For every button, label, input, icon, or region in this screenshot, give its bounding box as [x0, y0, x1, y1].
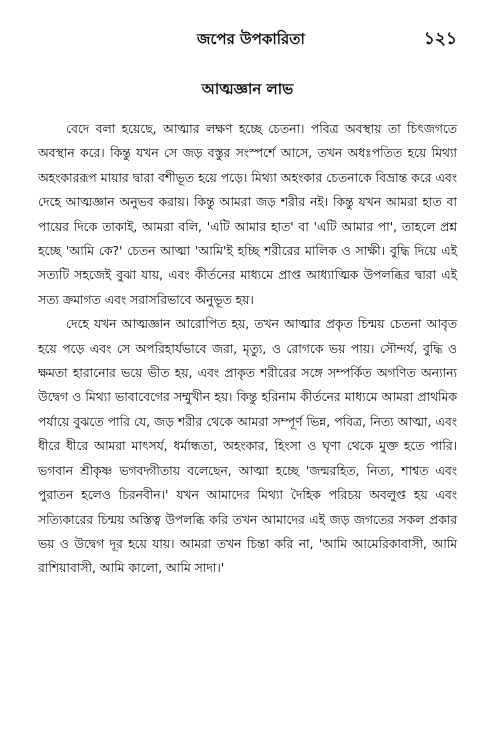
- running-title: জপের উপকারিতা: [196, 30, 305, 48]
- paragraph-1: বেদে বলা হয়েছে, আত্মার লক্ষণ হচ্ছে চেতনা। পবিত্র অবস্থায় তা চিৎজগতে অবস্থান করে। কিন্তু যখন সে জড় বস্তুর সংস্পর্শে আসে, তখন অধঃপতিত হয়ে মিথ্যা অহংকাররূপ মায়ার দ্বারা বশীভূত হয়ে পড়ে। মিথ্যা অহংকার চেতনাকে বিভ্রান্ত করে এবং দেহে আত্মজ্ঞান অনুভব করায়। কিন্তু আমরা জড় শরীর নই। কিন্তু যখন আমরা হাত বা পায়ের দিকে তাকাই, আমরা বলি, 'এটি আমার হাত' বা 'এটি আমার পা', তাহলে প্রশ্ন হচ্ছে 'আমি কে?' চেতন আত্মা 'আমি'ই হচ্ছি শরীরের মালিক ও সাক্ষী। বুদ্ধি দিয়ে এই সত্যটি সহজেই বুঝা যায়, এবং কীর্তনের মাধ্যমে প্রাপ্ত আধ্যাত্মিক উপলব্ধির দ্বারা এই সত্য ক্রমাগত এবং সরাসরিভাবে অনুভূত হয়।: [38, 122, 457, 307]
- section-title: আত্মজ্ঞান লাভ: [201, 80, 294, 98]
- running-header: [38, 26, 457, 56]
- paragraph-2: দেহে যখন আত্মজ্ঞান আরোপিত হয়, তখন আত্মার প্রকৃত চিন্ময় চেতনা আবৃত হয়ে পড়ে এবং সে অপরিহার্যভাবে জরা, মৃত্যু, ও রোগকে ভয় পায়। সৌন্দর্য, বুদ্ধি ও ক্ষমতা হারানোর ভয়ে ভীত হয়, এবং প্রাকৃত শরীরের সঙ্গে সম্পর্কিত অগণিত অন্যান্য উদ্বেগ ও মিথ্যা ভাবাবেগের সম্মুখীন হয়। কিন্তু হরিনাম কীর্তনের মাধ্যমে আমরা প্রাথমিক পর্যায়ে বুঝতে পারি যে, জড় শরীর থেকে আমরা সম্পূর্ণ ভিন্ন, পবিত্র, নিত্য আত্মা, এবং ধীরে ধীরে আমরা মাৎসর্য, ধর্মান্ধতা, অহংকার, হিংসা ও ঘৃণা থেকে মুক্ত হতে পারি। ভগবান শ্রীকৃষ্ণ ভগবদ্গীতায় বলেছেন, আত্মা হচ্ছে 'জন্মরহিত, নিত্য, শাশ্বত এবং পুরাতন হলেও চিরনবীন।' যখন আমাদের মিথ্যা দৈহিক পরিচয় অবলুপ্ত হয় এবং সত্যিকারের চিন্ময় অস্তিত্ব উপলব্ধি করি তখন আমাদের এই জড় জগতের সকল প্রকার ভয় ও উদ্বেগ দূর হয়ে যায়। আমরা তখন চিন্তা করি না, 'আমি আমেরিকাবাসী, আমি রাশিয়াবাসী, আমি কালো, আমি সাদা।': [38, 317, 457, 576]
- page-number: ১২১: [423, 29, 457, 49]
